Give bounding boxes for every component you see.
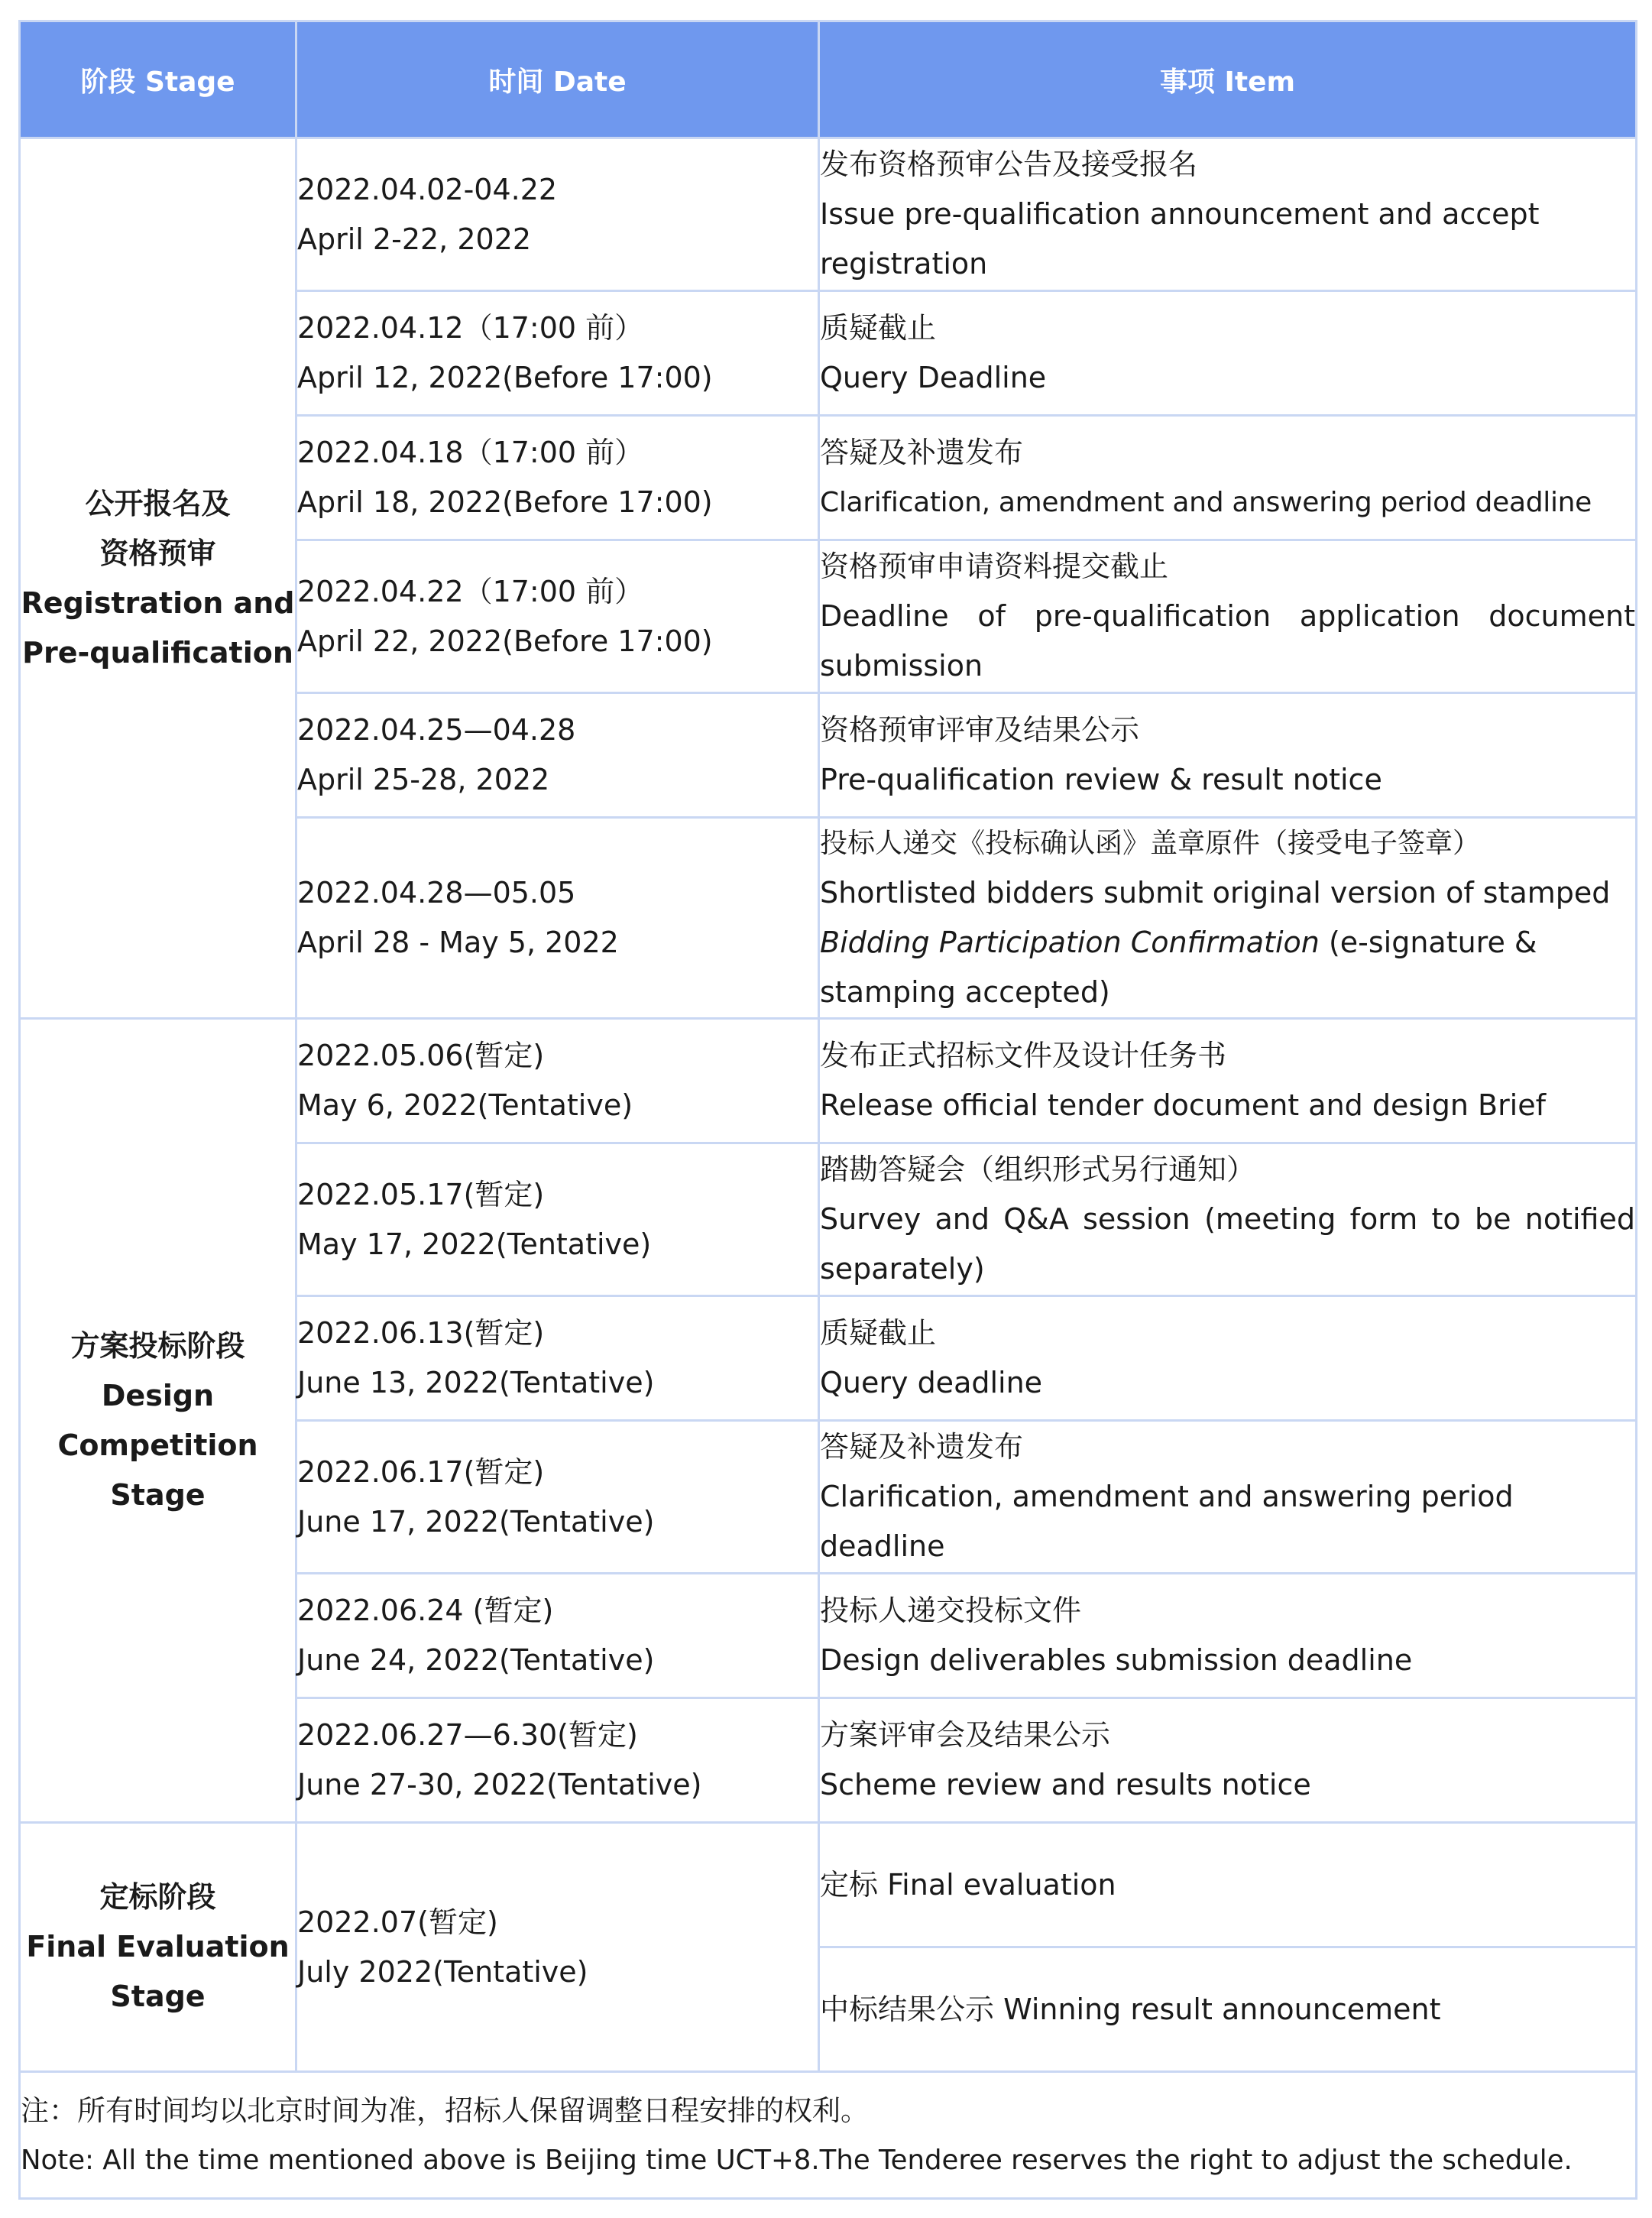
item-cell (819, 1823, 1637, 1947)
date-cell (296, 138, 819, 291)
item-cell (819, 1698, 1637, 1823)
stage-label: Stage (110, 1980, 206, 2013)
header-row (20, 21, 1637, 138)
item-zh: 资格预审申请资料提交截止 (820, 550, 1169, 583)
item-zh: 答疑及补遗发布 (820, 436, 1024, 469)
date-cell (296, 1823, 819, 2072)
date-en: April 28 - May 5, 2022 (297, 926, 619, 959)
note-en: Note: All the time mentioned above is Beijing time UCT+8.The Tenderee reserves the right to adjust the schedule. (21, 2144, 1573, 2176)
stage-label: Final Evaluation (26, 1930, 290, 1963)
item-cell (819, 416, 1637, 540)
item-cell (819, 1296, 1637, 1421)
date-cell (296, 1574, 819, 1698)
date-zh: 2022.05.17(暂定) (297, 1177, 545, 1211)
item-cell (819, 291, 1637, 416)
item-zh: 投标人递交投标文件 (820, 1594, 1082, 1627)
stage-label: 定标阶段 (99, 1880, 216, 1914)
date-cell (296, 1698, 819, 1823)
item-cell (819, 1019, 1637, 1143)
date-zh: 2022.04.28—05.05 (297, 876, 576, 910)
date-en: June 24, 2022(Tentative) (297, 1643, 655, 1677)
item-en: Shortlisted bidders submit original version of stamped (820, 876, 1611, 910)
item-en: Design deliverables submission deadline (820, 1643, 1413, 1677)
item-cell (819, 1947, 1637, 2072)
date-zh: 2022.04.18（17:00 前） (297, 436, 644, 469)
note-cell (20, 2072, 1637, 2199)
date-cell (296, 1421, 819, 1574)
item-cell (819, 693, 1637, 818)
date-en: April 12, 2022(Before 17:00) (297, 361, 713, 394)
item-zh: 踏勘答疑会（组织形式另行通知） (820, 1153, 1256, 1186)
date-en: May 17, 2022(Tentative) (297, 1227, 652, 1261)
stage-label: 公开报名及 (85, 486, 231, 520)
date-cell (296, 693, 819, 818)
item-cell (819, 818, 1637, 1019)
item-zh: 答疑及补遗发布 (820, 1430, 1024, 1464)
date-cell (296, 818, 819, 1019)
item-zh: 方案评审会及结果公示 (820, 1718, 1111, 1752)
date-zh: 2022.04.02-04.22 (297, 172, 558, 206)
item-text: 中标结果公示 Winning result announcement (820, 1992, 1441, 2026)
date-cell (296, 1296, 819, 1421)
note-row (20, 2072, 1637, 2199)
date-zh: 2022.06.13(暂定) (297, 1316, 545, 1350)
header-date: 时间 Date (296, 21, 819, 138)
date-zh: 2022.04.25—04.28 (297, 713, 576, 747)
stage-label: Stage (110, 1477, 206, 1512)
header-stage: 阶段 Stage (20, 21, 296, 138)
item-zh: 质疑截止 (820, 311, 937, 345)
item-en: Survey and Q&A session (meeting form to be notified separately) (820, 1202, 1635, 1286)
date-en: June 27-30, 2022(Tentative) (297, 1768, 702, 1801)
stage-label: 资格预审 (99, 536, 216, 570)
date-zh: 2022.05.06(暂定) (297, 1039, 545, 1072)
date-en: April 18, 2022(Before 17:00) (297, 485, 713, 519)
header-item: 事项 Item (819, 21, 1637, 138)
item-cell (819, 540, 1637, 693)
item-en: Deadline of pre-qualification application document submission (820, 599, 1635, 683)
date-cell (296, 540, 819, 693)
stage-label: Pre-qualification (22, 635, 293, 670)
item-cell (819, 1421, 1637, 1574)
table-row (20, 1019, 1637, 1143)
item-en-tail: (e-signature & stamping accepted) (820, 926, 1537, 1009)
item-en: Pre-qualification review & result notice (820, 763, 1382, 796)
stage-label: Registration and (21, 585, 295, 620)
item-cell (819, 1574, 1637, 1698)
date-en: July 2022(Tentative) (297, 1954, 588, 1989)
stage-cell-final-evaluation (20, 1823, 296, 2072)
date-en: April 25-28, 2022 (297, 763, 550, 796)
item-en: Scheme review and results notice (820, 1768, 1311, 1801)
date-zh: 2022.06.27—6.30(暂定) (297, 1718, 638, 1752)
date-zh: 2022.07(暂定) (297, 1905, 498, 1939)
item-en: Clarification, amendment and answering period deadline (820, 1480, 1514, 1563)
item-cell (819, 1143, 1637, 1296)
item-zh: 投标人递交《投标确认函》盖章原件（接受电子签章） (820, 828, 1481, 859)
note-zh: 注：所有时间均以北京时间为准，招标人保留调整日程安排的权利。 (21, 2093, 869, 2127)
date-zh: 2022.06.17(暂定) (297, 1454, 545, 1489)
schedule-table (18, 20, 1637, 2200)
date-cell (296, 1019, 819, 1143)
item-en: Query deadline (820, 1366, 1043, 1399)
date-zh: 2022.04.22（17:00 前） (297, 574, 644, 608)
item-zh: 发布正式招标文件及设计任务书 (820, 1039, 1227, 1072)
item-en: Issue pre-qualification announcement and accept registration (820, 197, 1540, 280)
date-en: April 22, 2022(Before 17:00) (297, 624, 713, 658)
stage-cell-registration (20, 138, 296, 1019)
item-en: Release official tender document and design Brief (820, 1088, 1546, 1122)
item-cell (819, 138, 1637, 291)
date-en: June 13, 2022(Tentative) (297, 1366, 655, 1399)
stage-cell-design-competition (20, 1019, 296, 1823)
date-en: June 17, 2022(Tentative) (297, 1504, 655, 1539)
date-en: May 6, 2022(Tentative) (297, 1088, 633, 1122)
stage-label: 方案投标阶段 (70, 1328, 245, 1363)
item-en: Query Deadline (820, 361, 1047, 394)
item-en: Clarification, amendment and answering period deadline (820, 487, 1592, 518)
stage-label: Design (101, 1378, 215, 1412)
item-zh: 发布资格预审公告及接受报名 (820, 148, 1198, 181)
table-row (20, 1823, 1637, 1947)
stage-label: Competition (57, 1428, 258, 1462)
item-en-italic: Bidding Participation Confirmation (820, 926, 1320, 959)
date-cell (296, 1143, 819, 1296)
date-cell (296, 416, 819, 540)
item-zh: 质疑截止 (820, 1316, 937, 1350)
date-cell (296, 291, 819, 416)
item-zh: 资格预审评审及结果公示 (820, 713, 1140, 747)
table-row (20, 138, 1637, 291)
item-text: 定标 Final evaluation (820, 1867, 1116, 1902)
date-zh: 2022.04.12（17:00 前） (297, 311, 644, 345)
date-en: April 2-22, 2022 (297, 222, 532, 256)
date-zh: 2022.06.24 (暂定) (297, 1594, 554, 1627)
